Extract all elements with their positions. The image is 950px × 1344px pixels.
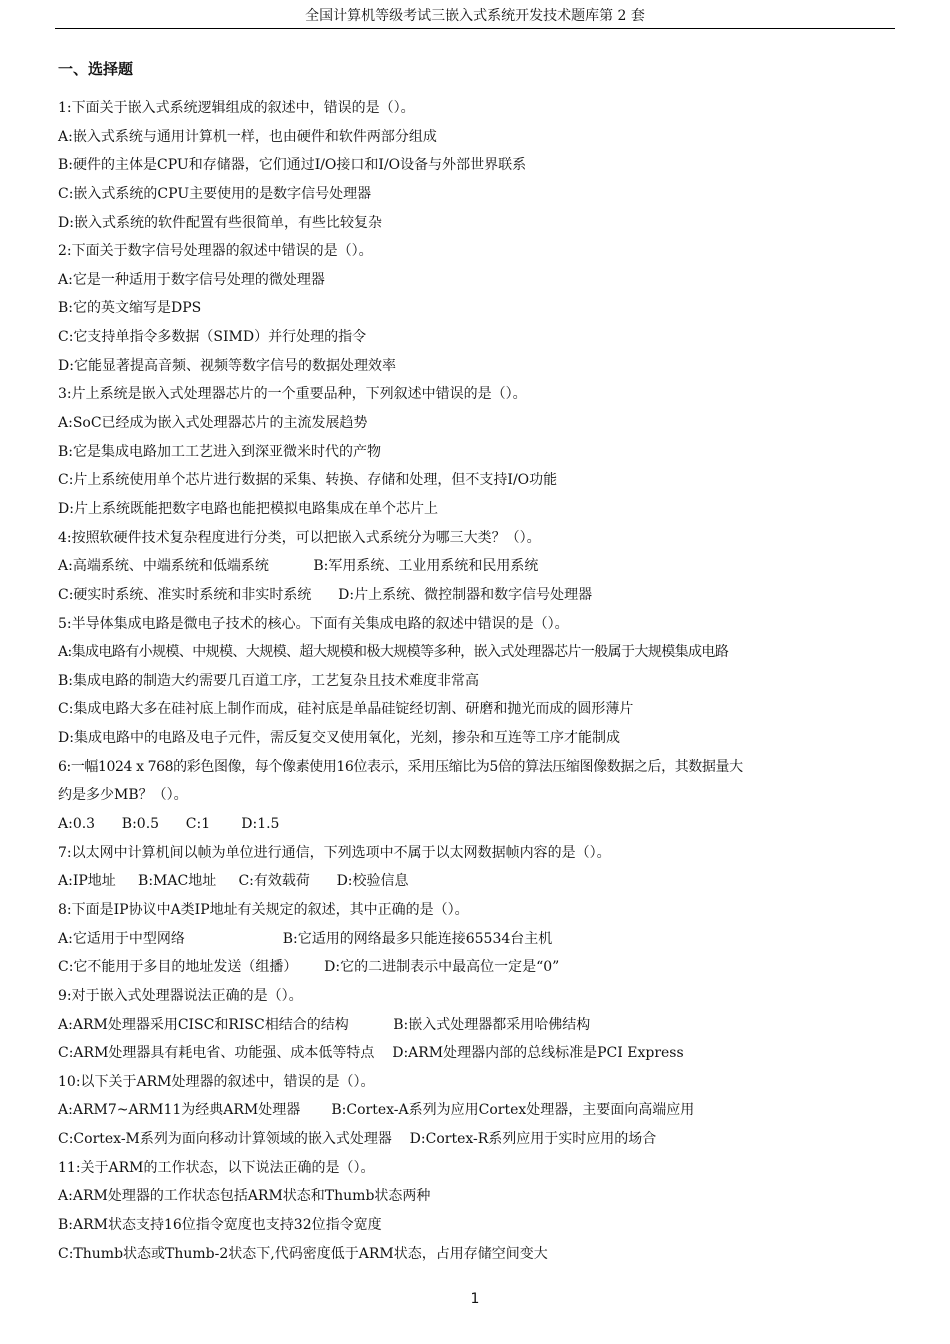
- option-line: A:嵌入式系统与通用计算机一样，也由硬件和软件两部分组成: [58, 128, 437, 145]
- option-line: C:Cortex-M系列为面向移动计算领域的嵌入式处理器 D:Cortex-R系列应用于实时应用的场合: [58, 1131, 657, 1148]
- question-list: [58, 94, 908, 1268]
- option-line: B:它是集成电路加工工艺进入到深亚微米时代的产物: [58, 443, 382, 460]
- question-line: 4:按照软硬件技术复杂程度进行分类，可以把嵌入式系统分为哪三大类？（）。: [58, 529, 541, 546]
- option-line: A:SoC已经成为嵌入式处理器芯片的主流发展趋势: [58, 415, 368, 432]
- option-line: D:嵌入式系统的软件配置有些很简单，有些比较复杂: [58, 214, 382, 231]
- question-line: 1:下面关于嵌入式系统逻辑组成的叙述中，错误的是（）。: [58, 100, 415, 116]
- option-line: B:ARM状态支持16位指令宽度也支持32位指令宽度: [58, 1216, 382, 1233]
- option-line: A:ARM7~ARM11为经典ARM处理器 B:Cortex-A系列为应用Cortex处理器，主要面向高端应用: [58, 1102, 695, 1119]
- option-line: B:它的英文缩写是DPS: [58, 300, 202, 317]
- question-line: 2:下面关于数字信号处理器的叙述中错误的是（）。: [58, 243, 373, 260]
- question-line: 7:以太网中计算机间以帧为单位进行通信，下列选项中不属于以太网数据帧内容的是（）。: [58, 844, 611, 861]
- question-line: 5:半导体集成电路是微电子技术的核心。下面有关集成电路的叙述中错误的是（）。: [58, 615, 569, 632]
- option-line: A:高端系统、中端系统和低端系统 B:军用系统、工业用系统和民用系统: [58, 558, 539, 575]
- option-line: C:Thumb状态或Thumb-2状态下,代码密度低于ARM状态，占用存储空间变大: [58, 1245, 548, 1262]
- question-line: 10:以下关于ARM处理器的叙述中，错误的是（）。: [58, 1073, 375, 1090]
- question-line: 8:下面是IP协议中A类IP地址有关规定的叙述，其中正确的是（）。: [58, 901, 469, 918]
- page-number: 1: [470, 1291, 480, 1307]
- option-line: C:硬实时系统、准实时系统和非实时系统 D:片上系统、微控制器和数字信号处理器: [58, 586, 593, 603]
- option-line: C:片上系统使用单个芯片进行数据的采集、转换、存储和处理，但不支持I/O功能: [58, 472, 558, 489]
- option-line: D:它能显著提高音频、视频等数字信号的数据处理效率: [58, 357, 396, 374]
- option-line: A:它适用于中型网络 B:它适用的网络最多只能连接65534台主机: [58, 930, 553, 947]
- question-line: 3:片上系统是嵌入式处理器芯片的一个重要品种，下列叙述中错误的是（）。: [58, 386, 527, 403]
- question-line-continued: 约是多少MB？（）。: [58, 787, 188, 804]
- option-line: A:ARM处理器采用CISC和RISC相结合的结构 B:嵌入式处理器都采用哈佛结构: [58, 1016, 591, 1033]
- option-line: D:集成电路中的电路及电子元件，需反复交叉使用氧化，光刻，掺杂和互连等工序才能制成: [58, 730, 620, 747]
- option-line: C:ARM处理器具有耗电省、功能强、成本低等特点 D:ARM处理器内部的总线标准是PCI Express: [58, 1045, 684, 1062]
- option-line: B:集成电路的制造大约需要几百道工序，工艺复杂且技术难度非常高: [58, 672, 480, 689]
- question-line: 11:关于ARM的工作状态，以下说法正确的是（）。: [58, 1159, 375, 1176]
- option-line: A:ARM处理器的工作状态包括ARM状态和Thumb状态两种: [58, 1188, 431, 1205]
- option-line: C:它不能用于多目的地址发送（组播） D:它的二进制表示中最高位一定是“0”: [58, 959, 560, 976]
- option-line: C:嵌入式系统的CPU主要使用的是数字信号处理器: [58, 185, 372, 202]
- option-line: A:它是一种适用于数字信号处理的微处理器: [58, 271, 325, 288]
- question-line: 9:对于嵌入式处理器说法正确的是（）。: [58, 987, 303, 1004]
- option-line: A:IP地址 B:MAC地址 C:有效载荷 D:校验信息: [58, 873, 409, 890]
- option-line: D:片上系统既能把数字电路也能把模拟电路集成在单个芯片上: [58, 500, 438, 517]
- question-line: 6:一幅1024 x 768的彩色图像，每个像素使用16位表示，采用压缩比为5倍的算法压缩图像数据之后，其数据量大: [58, 758, 743, 775]
- option-line: B:硬件的主体是CPU和存储器，它们通过I/O接口和I/O设备与外部世界联系: [58, 157, 527, 174]
- option-line: C:集成电路大多在硅衬底上制作而成，硅衬底是单晶硅锭经切割、研磨和抛光而成的圆形薄片: [58, 701, 634, 718]
- section-title: 一、选择题: [58, 60, 134, 78]
- option-line: A:0.3 B:0.5 C:1 D:1.5: [58, 816, 280, 833]
- option-line: C:它支持单指令多数据（SIMD）并行处理的指令: [58, 329, 367, 346]
- page-header: 全国计算机等级考试三嵌入式系统开发技术题库第 2 套: [55, 6, 895, 29]
- option-line: A:集成电路有小规模、中规模、大规模、超大规模和极大规模等多种，嵌入式处理器芯片一般属于大规模集成电路: [58, 644, 729, 661]
